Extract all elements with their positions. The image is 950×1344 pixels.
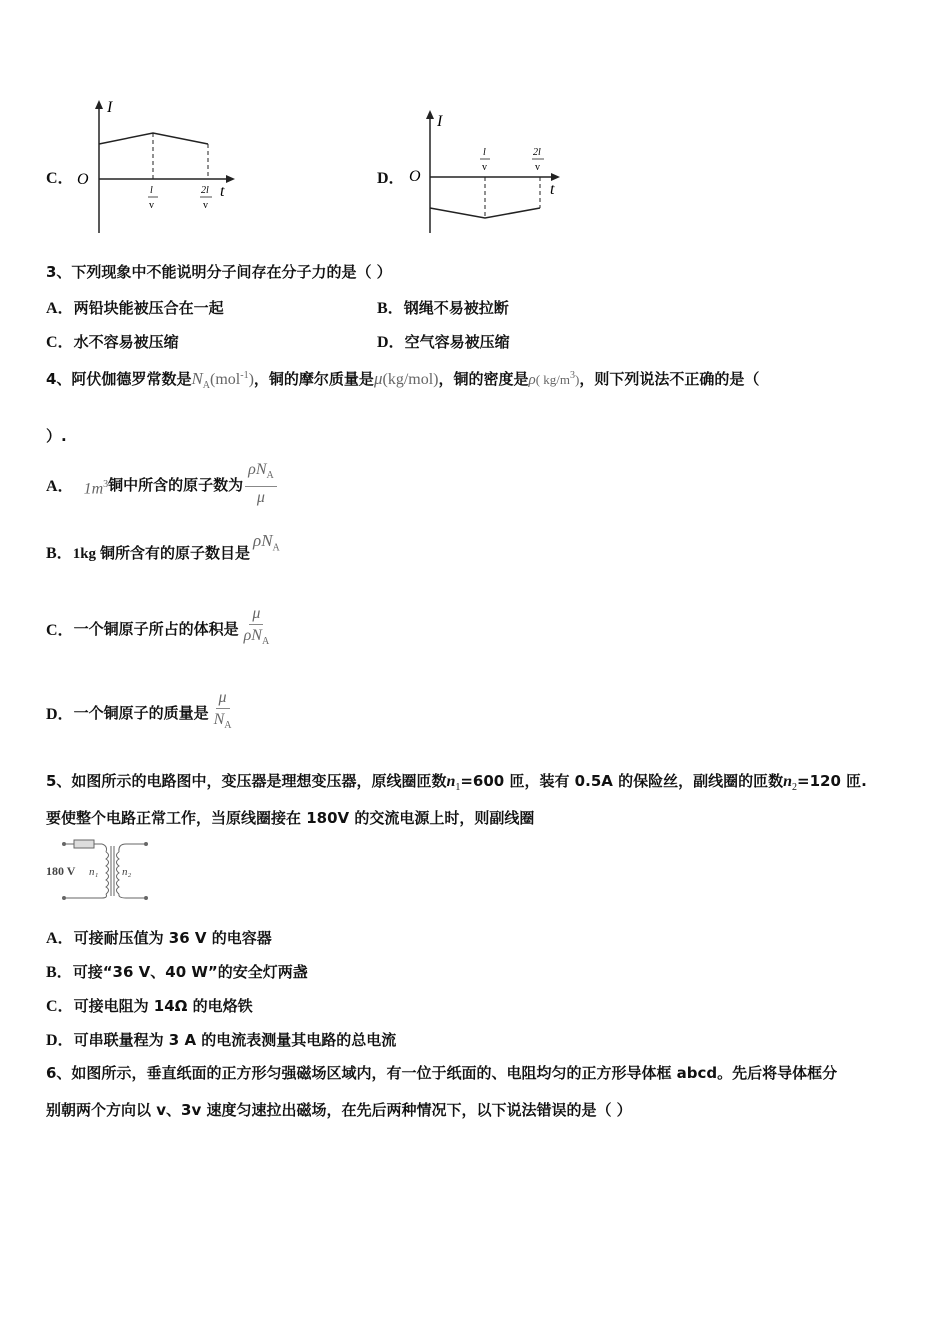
fraction: $\frac{\mu}{\rho N_A}$ [243,605,270,648]
axis-label-i: I [107,99,113,116]
q3-option-c: C．水不容易被压缩 [46,333,179,351]
svg-text:2l: 2l [533,147,541,158]
q3-option-b: B．钢绳不易被拉断 [377,299,509,317]
origin-label: O [77,171,89,188]
q5-stem-line1: 5、如图所示的电路图中，变压器是理想变压器，原线圈匝数$n_1=600$ 匝，装有 0.5A 的保险丝，副线圈的匝数$n_2=120$ 匝. [46,772,867,793]
q3-option-a: A．两铅块能被压合在一起 [46,299,224,317]
svg-text:n₁: n₁ [89,866,99,878]
fraction: $\frac{\mu}{N_A}$ [213,689,232,732]
svg-text:v: v [482,162,487,173]
svg-text:v: v [535,162,540,173]
q5-stem-line2: 要使整个电路正常工作，当原线圈接在 180V 的交流电源上时，则副线圈 [46,809,535,827]
q6-stem-line2: 别朝两个方向以 v、3v 速度匀速拉出磁场，在先后两种情况下，以下说法错误的是（ ） [46,1101,632,1119]
q5-option-a: A．可接耐压值为 36 V 的电容器 [46,929,272,947]
q5-option-c: C．可接电阻为 14Ω 的电烙铁 [46,997,253,1015]
svg-text:t: t [550,181,555,198]
svg-text:l: l [483,147,486,158]
svg-text:O: O [409,168,421,185]
q5-option-b: B．可接“36 V、40 W”的安全灯两盏 [46,963,308,981]
q2-option-c-graph [70,98,240,238]
q3-option-d: D．空气容易被压缩 [377,333,510,351]
svg-text:n₂: n₂ [122,866,132,878]
q2-option-c-label: C． [46,170,74,187]
q4-option-c: C． 一个铜原子所占的体积是 $\frac{\mu}{\rho N_A}$ [46,604,272,653]
svg-text:l: l [150,185,153,196]
svg-text:2l: 2l [201,185,209,196]
svg-text:v: v [203,200,208,211]
transformer-circuit-diagram [44,838,154,902]
q5-option-d: D．可串联量程为 3 A 的电流表测量其电路的总电流 [46,1031,397,1049]
q4-stem-end: ）. [46,427,67,445]
q4-option-d: D． 一个铜原子的质量是 $\frac{\mu}{N_A}$ [46,688,234,737]
axis-label-t: t [220,183,225,200]
fraction: $\frac{\rho N_A}{\mu}$ [245,460,277,509]
q4-option-a: A． $1m^3$ 铜中所含的原子数为 $\frac{\rho N_A}{\mu}$ [46,460,277,509]
svg-text:v: v [149,200,154,211]
q6-stem-line1: 6、如图所示，垂直纸面的正方形匀强磁场区域内，有一位于纸面的、电阻均匀的正方形导体框 abcd。先后将导体框分 [46,1064,838,1082]
q4-stem: 4、阿伏伽德罗常数是$N_A(mol^{-1})$，铜的摩尔质量是μ(kg/mol)，铜的密度是ρ( $kg/m^3$)，则下列说法不正确的是（ [46,369,760,391]
q4-option-b: B． 1kg 铜所含有的原子数目是 $\rho N_A$ [46,530,280,562]
svg-text:180 V: 180 V [46,864,76,878]
q3-stem: 3、下列现象中不能说明分子间存在分子力的是（ ） [46,263,392,281]
q2-option-d-graph [400,108,570,238]
q2-option-d-label: D． [377,170,405,187]
svg-text:I: I [437,113,443,130]
